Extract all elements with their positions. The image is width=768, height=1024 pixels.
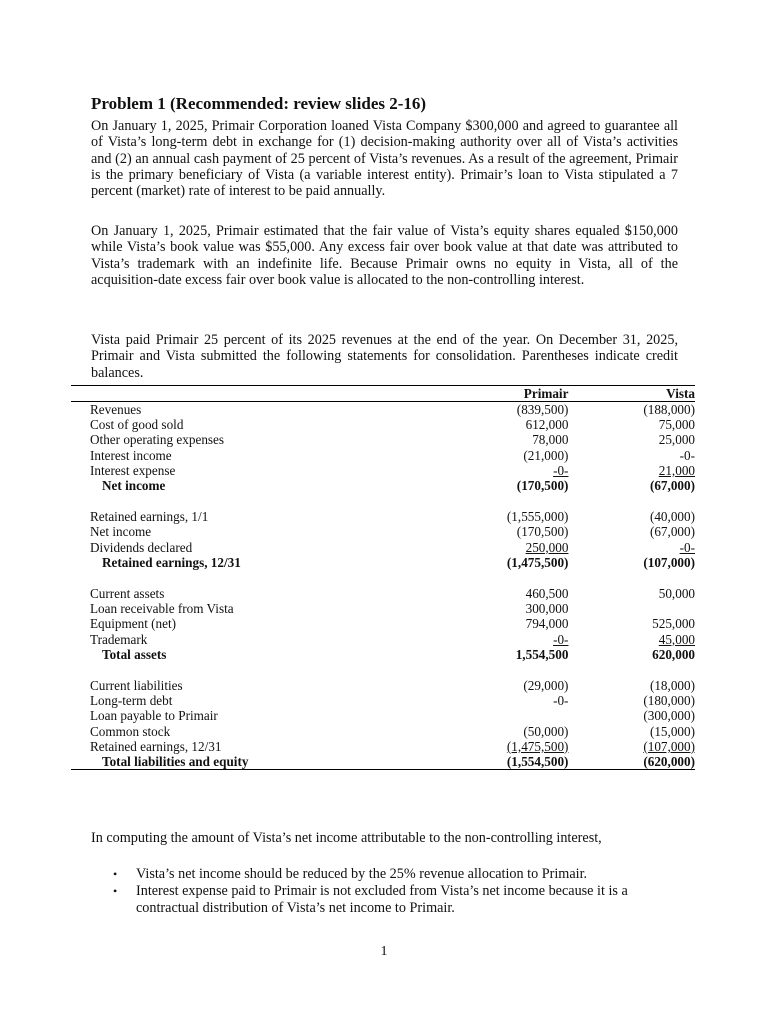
vista-value: 525,000 bbox=[652, 616, 695, 632]
table-row bbox=[71, 724, 695, 739]
paragraph-statements-intro: Vista paid Primair 25 percent of its 2025 revenues at the end of the year. On December 31, 2025, Primair and Vista submitted the following statements for consolidation. Parentheses indicate credit balances. bbox=[91, 332, 678, 381]
primair-value: (839,500) bbox=[516, 402, 569, 417]
row-label: Current assets bbox=[90, 586, 165, 602]
primair-value: 460,500 bbox=[525, 586, 569, 602]
vista-value: (188,000) bbox=[643, 402, 695, 417]
table-row bbox=[71, 463, 695, 478]
vista-value: -0- bbox=[679, 539, 695, 555]
primair-value: (29,000) bbox=[523, 678, 569, 694]
vista-total: 620,000 bbox=[652, 646, 695, 662]
vista-value: 50,000 bbox=[658, 586, 695, 602]
total-row bbox=[71, 647, 695, 662]
table-row bbox=[71, 417, 695, 432]
primair-total: (1,475,500) bbox=[506, 554, 569, 570]
total-label: Net income bbox=[102, 478, 166, 494]
primair-total: (1,554,500) bbox=[506, 754, 569, 770]
list-item bbox=[113, 883, 673, 917]
vista-value: -0- bbox=[679, 447, 695, 463]
row-label: Dividends declared bbox=[90, 539, 193, 555]
row-label: Interest income bbox=[90, 447, 172, 463]
row-label: Long-term debt bbox=[90, 693, 173, 709]
closing-text: In computing the amount of Vista’s net income attributable to the non-controlling interest, bbox=[91, 830, 602, 846]
table-header-blank bbox=[71, 386, 479, 402]
table-row bbox=[71, 540, 695, 555]
problem-heading: Problem 1 (Recommended: review slides 2-16) bbox=[91, 94, 427, 113]
vista-total: (107,000) bbox=[643, 554, 695, 570]
table-row bbox=[71, 616, 695, 631]
column-header-vista: Vista bbox=[568, 386, 695, 402]
vista-value: (67,000) bbox=[649, 524, 695, 540]
list-item bbox=[113, 866, 673, 883]
list-item-text: Vista’s net income should be reduced by the 25% revenue allocation to Primair. bbox=[136, 866, 588, 882]
row-label: Retained earnings, 12/31 bbox=[90, 738, 222, 754]
table-row bbox=[71, 693, 695, 708]
bullet-icon: • bbox=[113, 884, 118, 898]
vista-value: (15,000) bbox=[649, 723, 695, 739]
table-row bbox=[71, 402, 695, 418]
vista-value: 21,000 bbox=[658, 462, 695, 478]
row-label: Cost of good sold bbox=[90, 417, 184, 433]
primair-value bbox=[479, 708, 568, 723]
table-row bbox=[71, 708, 695, 723]
row-label: Retained earnings, 1/1 bbox=[90, 509, 209, 525]
primair-value: (50,000) bbox=[523, 723, 569, 739]
financial-statements-table bbox=[71, 385, 695, 770]
vista-value: 75,000 bbox=[658, 417, 695, 433]
section-spacer bbox=[71, 493, 695, 509]
row-label: Loan payable to Primair bbox=[90, 708, 218, 724]
paragraph-loan-agreement: On January 1, 2025, Primair Corporation loaned Vista Company $300,000 and agreed to guarantee all of Vista’s long-term debt in exchange for (1) decision-making authority over all of Vista’s activities and (2) an annual cash payment of 25 percent of Vista’s revenues. As a result of the agreement, Primair is the primary beneficiary of Vista (a variable interest entity). Primair’s loan to Vista stipulated a 7 percent (market) rate of interest to be paid annually. bbox=[91, 118, 678, 200]
primair-value: 612,000 bbox=[525, 417, 569, 433]
vista-value: (300,000) bbox=[643, 708, 695, 724]
table-row bbox=[71, 601, 695, 616]
primair-value: (1,475,500) bbox=[506, 738, 569, 754]
primair-total: (170,500) bbox=[516, 478, 569, 494]
table-row bbox=[71, 586, 695, 601]
row-label: Equipment (net) bbox=[90, 616, 177, 632]
bullet-list bbox=[113, 866, 673, 917]
row-label: Loan receivable from Vista bbox=[90, 601, 234, 617]
table-row bbox=[71, 739, 695, 754]
vista-value: 45,000 bbox=[658, 631, 695, 647]
list-item-text: Interest expense paid to Primair is not excluded from Vista’s net income because it is a contractual distribution of Vista’s net income to Primair. bbox=[136, 883, 628, 916]
vista-value: (18,000) bbox=[649, 678, 695, 694]
row-label: Trademark bbox=[90, 631, 148, 647]
row-label: Other operating expenses bbox=[90, 432, 225, 448]
table-row bbox=[71, 524, 695, 539]
row-label: Net income bbox=[90, 524, 152, 540]
vista-value: (107,000) bbox=[643, 738, 695, 754]
row-label: Revenues bbox=[90, 402, 142, 417]
row-label: Current liabilities bbox=[90, 678, 183, 694]
primair-value: 794,000 bbox=[525, 616, 569, 632]
table-row bbox=[71, 432, 695, 447]
primair-value: (1,555,000) bbox=[506, 509, 569, 525]
total-row bbox=[71, 555, 695, 570]
paragraph-fair-value: On January 1, 2025, Primair estimated that the fair value of Vista’s equity shares equaled $150,000 while Vista’s book value was $55,000. Any excess fair over book value at that date was attributed to Vista’s trademark with an indefinite life. Because Primair owns no equity in Vista, all of the acquisition-date excess fair over book value is allocated to the non-controlling interest. bbox=[91, 223, 678, 288]
primair-total: 1,554,500 bbox=[515, 646, 569, 662]
total-row bbox=[71, 478, 695, 493]
section-spacer bbox=[71, 570, 695, 586]
table-row bbox=[71, 509, 695, 524]
vista-total: (620,000) bbox=[643, 754, 695, 770]
primair-value: -0- bbox=[553, 693, 569, 709]
primair-value: (170,500) bbox=[516, 524, 569, 540]
vista-value: 25,000 bbox=[658, 432, 695, 448]
primair-value: -0- bbox=[553, 631, 569, 647]
total-label: Retained earnings, 12/31 bbox=[102, 554, 241, 570]
column-header-primair: Primair bbox=[479, 386, 568, 402]
primair-value: 78,000 bbox=[532, 432, 569, 448]
primair-value: -0- bbox=[553, 462, 569, 478]
section-spacer bbox=[71, 662, 695, 678]
table-header-row bbox=[71, 386, 695, 402]
table-row bbox=[71, 448, 695, 463]
primair-value: (21,000) bbox=[523, 447, 569, 463]
primair-value: 250,000 bbox=[525, 539, 569, 555]
vista-total: (67,000) bbox=[649, 478, 695, 494]
vista-value bbox=[568, 601, 695, 616]
total-label: Total assets bbox=[102, 646, 167, 662]
vista-value: (180,000) bbox=[643, 693, 695, 709]
vista-value: (40,000) bbox=[649, 509, 695, 525]
bullet-icon: • bbox=[113, 867, 118, 881]
table-row bbox=[71, 632, 695, 647]
row-label: Interest expense bbox=[90, 462, 176, 478]
table-row bbox=[71, 678, 695, 693]
total-label: Total liabilities and equity bbox=[102, 754, 249, 770]
row-label: Common stock bbox=[90, 723, 171, 739]
page-number: 1 bbox=[380, 944, 388, 959]
primair-value: 300,000 bbox=[525, 601, 569, 617]
total-row bbox=[71, 754, 695, 770]
